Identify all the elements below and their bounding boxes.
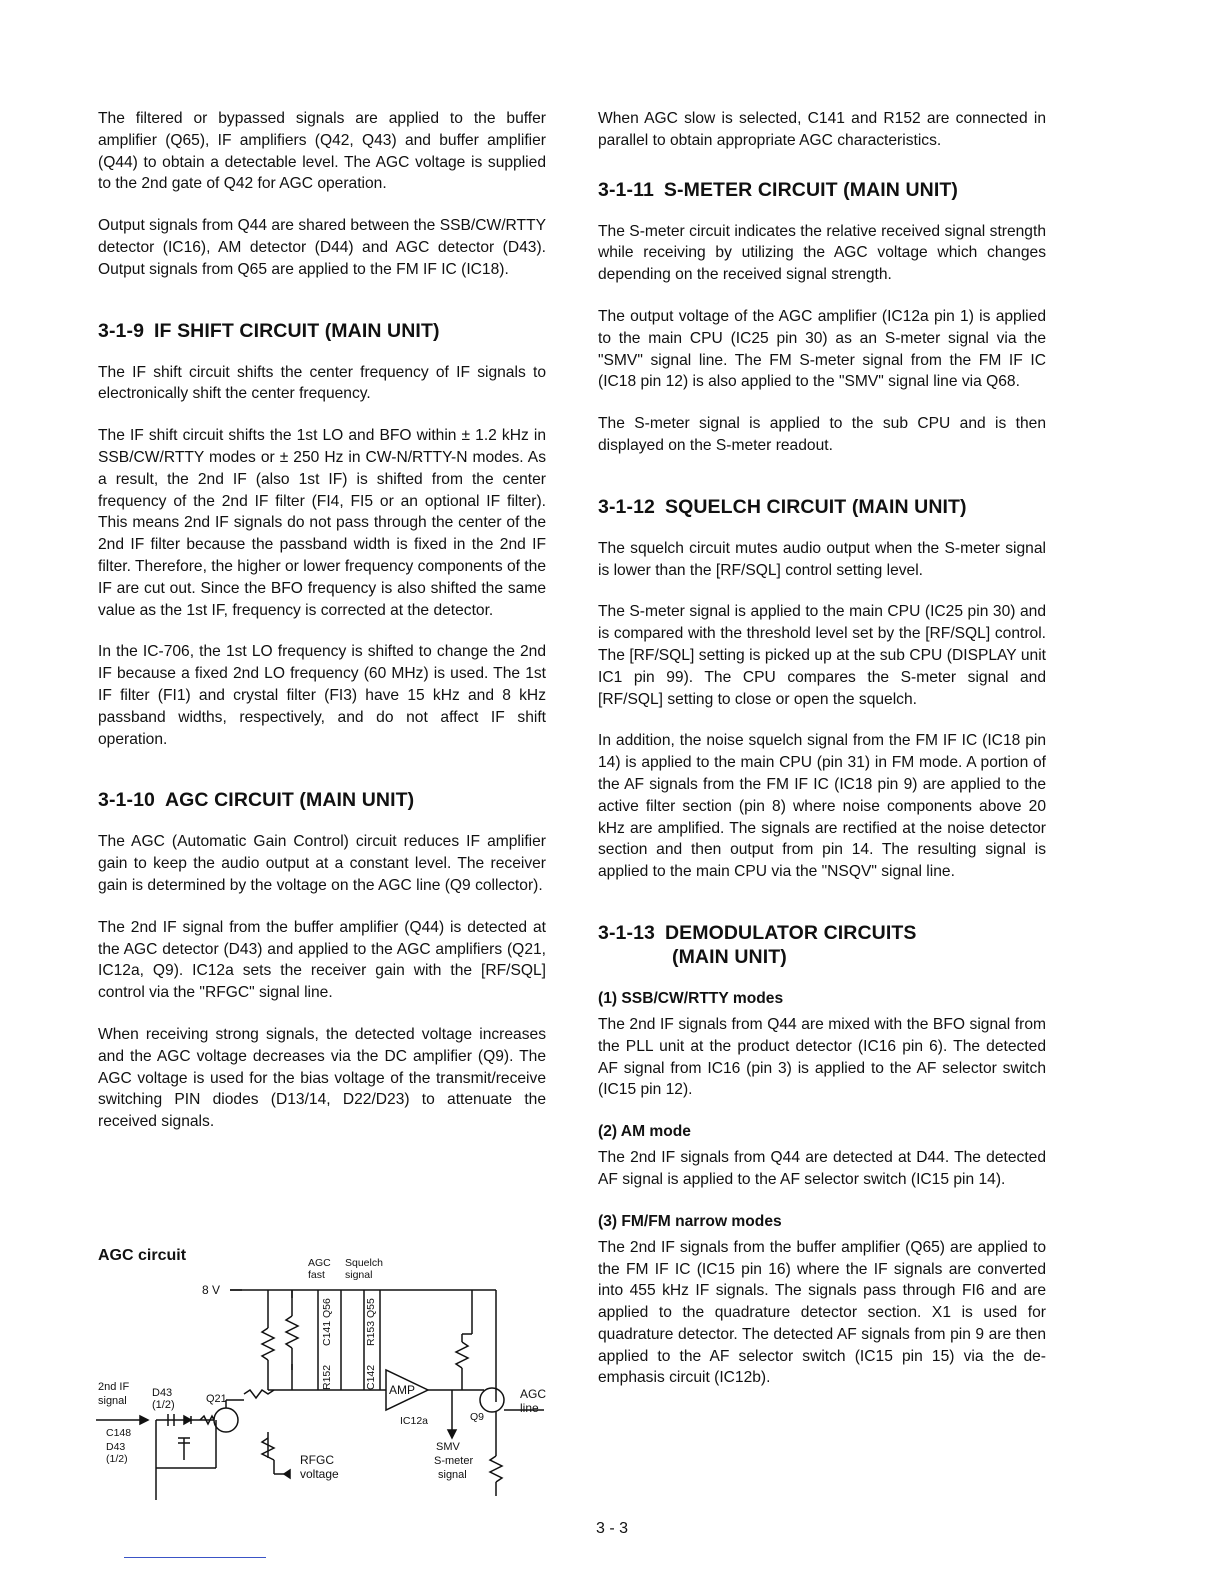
c142-label: C142 <box>365 1364 377 1390</box>
section-title: AGC CIRCUIT (MAIN UNIT) <box>164 789 415 812</box>
section-heading-3-1-10 <box>98 788 546 812</box>
amp-label: AMP <box>389 1383 416 1397</box>
c148-label: C148 <box>106 1427 132 1439</box>
subsection-heading: (1) SSB/CW/RTTY modes <box>598 989 784 1007</box>
agc-line-label: line <box>520 1401 539 1415</box>
paragraph: Output signals from Q44 are shared between the SSB/CW/RTTY detector (IC16), AM detector (D44) and AGC detector (D43). Output signals from Q65 are applied to the FM IF IC (IC18). <box>98 217 546 278</box>
input-label: signal <box>98 1395 127 1407</box>
paragraph: The S-meter circuit indicates the relative received signal strength while receiving by utilizing the AGC voltage which changes depending on the received signal strength. <box>598 222 1046 284</box>
squelch-label: Squelch <box>345 1257 383 1269</box>
agc-line-label: AGC <box>520 1387 546 1401</box>
paragraph: The S-meter signal is applied to the sub CPU and is then displayed on the S-meter readout. <box>598 415 1046 454</box>
agc-circuit-figure <box>96 1242 546 1502</box>
section-title: S-METER CIRCUIT (MAIN UNIT) <box>663 178 958 201</box>
section-number: 3-1-10 <box>98 789 155 812</box>
subsection-heading: (3) FM/FM narrow modes <box>598 1212 782 1230</box>
input-label: 2nd IF <box>98 1381 130 1393</box>
r152-label: R152 <box>321 1364 333 1390</box>
paragraph: The 2nd IF signals from Q44 are detected at D44. The detected AF signal is applied to the AF selector switch (IC15 pin 14). <box>598 1149 1046 1188</box>
smv-label: S-meter <box>434 1455 474 1467</box>
paragraph: The output voltage of the AGC amplifier (IC12a pin 1) is applied to the main CPU (IC25 pin 30) as an S-meter signal via the "SMV" signal line. The FM S-meter signal from the FM IF IC (IC18 pin 12) is also applied to the "SMV" signal line via Q68. <box>598 307 1046 391</box>
agc-fast-label: AGC <box>308 1257 331 1269</box>
smv-label: SMV <box>436 1441 460 1453</box>
section-title: IF SHIFT CIRCUIT (MAIN UNIT) <box>154 319 440 342</box>
section-number: 3-1-13 <box>598 921 655 944</box>
section-heading-3-1-12 <box>598 495 1046 519</box>
d43-label: D43 <box>106 1441 126 1453</box>
d43-label: (1/2) <box>106 1453 128 1465</box>
c141-label: C141 <box>321 1320 333 1346</box>
paragraph: The 2nd IF signals from Q44 are mixed with the BFO signal from the PLL unit at the product detector (IC16 pin 6). The detected AF signal from IC16 (pin 3) is applied to the AF selector switch (IC15 pin 12). <box>598 1015 1046 1099</box>
paragraph: The 2nd IF signal from the buffer amplifier (Q44) is detected at the AGC detector (D43) and applied to the AGC amplifiers (Q21, IC12a, Q9). IC12a sets the receiver gain with the [RF/SQL] control via the "RFGC" signal line. <box>98 918 546 1002</box>
subsection-heading: (2) AM mode <box>598 1123 691 1141</box>
paragraph: The IF shift circuit shifts the 1st LO and BFO within ± 1.2 kHz in SSB/CW/RTTY modes or ± 250 Hz in CW-N/RTTY-N modes. As a result, the 2nd IF (also 1st IF) is shifted from the center frequency of the 2nd IF filter (FI4, FI5 or an optional IF filter). This means 2nd IF signals do not pass through the center of the 2nd IF filter because the passband width is fixed in the 2nd IF filter. Therefore, the higher or lower frequency components of the IF are cut out. Since the BFO frequency is also shifted the same value as the 1st IF, frequency is corrected at the detector. <box>98 427 546 619</box>
rfgc-label: RFGC <box>300 1453 334 1467</box>
ic12a-label: IC12a <box>400 1415 429 1427</box>
paragraph: The S-meter signal is applied to the main CPU (IC25 pin 30) and is compared with the threshold level set by the [RF/SQL] control. The [RF/SQL] setting is picked up at the sub CPU (DISPLAY unit IC1 pin 99). The CPU compares the S-meter signal and [RF/SQL] setting to close or open the squelch. <box>598 603 1046 708</box>
footer-rule <box>124 1557 266 1558</box>
smv-label: signal <box>438 1469 467 1481</box>
section-number: 3-1-9 <box>98 319 145 342</box>
agc-fast-label: fast <box>308 1269 325 1281</box>
paragraph: The filtered or bypassed signals are applied to the buffer amplifier (Q65), IF amplifiers (Q42, Q43) and buffer amplifier (Q44) to obtain a detectable level. The AGC voltage is supplied to the 2nd gate of Q42 for AGC operation. <box>98 110 546 193</box>
q56-label: Q56 <box>321 1298 333 1318</box>
section-heading-3-1-9 <box>98 319 546 343</box>
paragraph: The AGC (Automatic Gain Control) circuit reduces IF amplifier gain to keep the audio output at a constant level. The receiver gain is determined by the voltage on the AGC line (Q9 collector). <box>98 833 546 894</box>
agc-circuit-diagram <box>96 1242 546 1502</box>
figure-title: AGC circuit <box>98 1247 187 1264</box>
paragraph: The 2nd IF signals from the buffer amplifier (Q65) are applied to the FM IF IC (IC15 pin 16) where the IF signals are converted into 455 kHz IF signals. The signals pass through FI6 and are applied to the quadrature detector section. X1 is used for quadrature detector. The detected AF signals from pin 9 are then applied to the AF selector switch (IC15 pin 15) via the de-emphasis circuit (IC12b). <box>598 1238 1046 1387</box>
paragraph: When receiving strong signals, the detected voltage increases and the AGC voltage decreases via the DC amplifier (Q9). The AGC voltage is used for the bias voltage of the transmit/receive switching PIN diodes (D13/14, D22/D23) to attenuate the received signals. <box>98 1025 546 1131</box>
rfgc-label: voltage <box>300 1467 339 1481</box>
section-heading-3-1-11 <box>598 178 1046 202</box>
section-heading-3-1-13 <box>598 921 1046 969</box>
d43-label: (1/2) <box>152 1399 175 1411</box>
q21-label: Q21 <box>206 1393 227 1405</box>
paragraph: The squelch circuit mutes audio output when the S-meter signal is lower than the [RF/SQL] control setting level. <box>598 539 1046 579</box>
section-number: 3-1-11 <box>598 178 654 201</box>
right-column <box>598 108 1046 1409</box>
q9-label: Q9 <box>470 1411 485 1423</box>
q55-label: Q55 <box>365 1298 377 1318</box>
squelch-label: signal <box>345 1269 373 1281</box>
paragraph: In addition, the noise squelch signal from the FM IF IC (IC18 pin 14) is applied to the main CPU (pin 31) in FM mode. A portion of the AF signals from the FM IF IC (IC18 pin 9) are applied to the active filter section (pin 8) where noise components above 20 kHz are amplified. The signals are rectified at the noise detector section and then output from pin 14. The resulting signal is applied to the main CPU via the "NSQV" signal line. <box>598 732 1046 881</box>
r153-label: R153 <box>365 1320 377 1346</box>
d43-label: D43 <box>152 1387 173 1399</box>
supply-label: 8 V <box>202 1283 221 1297</box>
paragraph: In the IC-706, the 1st LO frequency is shifted to change the 2nd IF because a fixed 2nd LO frequency (60 MHz) is used. The 1st IF filter (FI1) and crystal filter (FI3) have 15 kHz and 8 kHz passband widths, respectively, and do not affect IF shift operation. <box>98 643 546 748</box>
paragraph: The IF shift circuit shifts the center frequency of IF signals to electronically shift the center frequency. <box>98 363 546 403</box>
section-number: 3-1-12 <box>598 495 655 518</box>
paragraph: When AGC slow is selected, C141 and R152 are connected in parallel to obtain appropriate AGC characteristics. <box>598 110 1046 149</box>
section-title: DEMODULATOR CIRCUITS <box>664 921 917 944</box>
left-column <box>98 108 546 1153</box>
section-title: SQUELCH CIRCUIT (MAIN UNIT) <box>664 495 967 518</box>
page-number: 3 - 3 <box>595 1520 628 1537</box>
section-title-continued: (MAIN UNIT) <box>672 945 787 968</box>
